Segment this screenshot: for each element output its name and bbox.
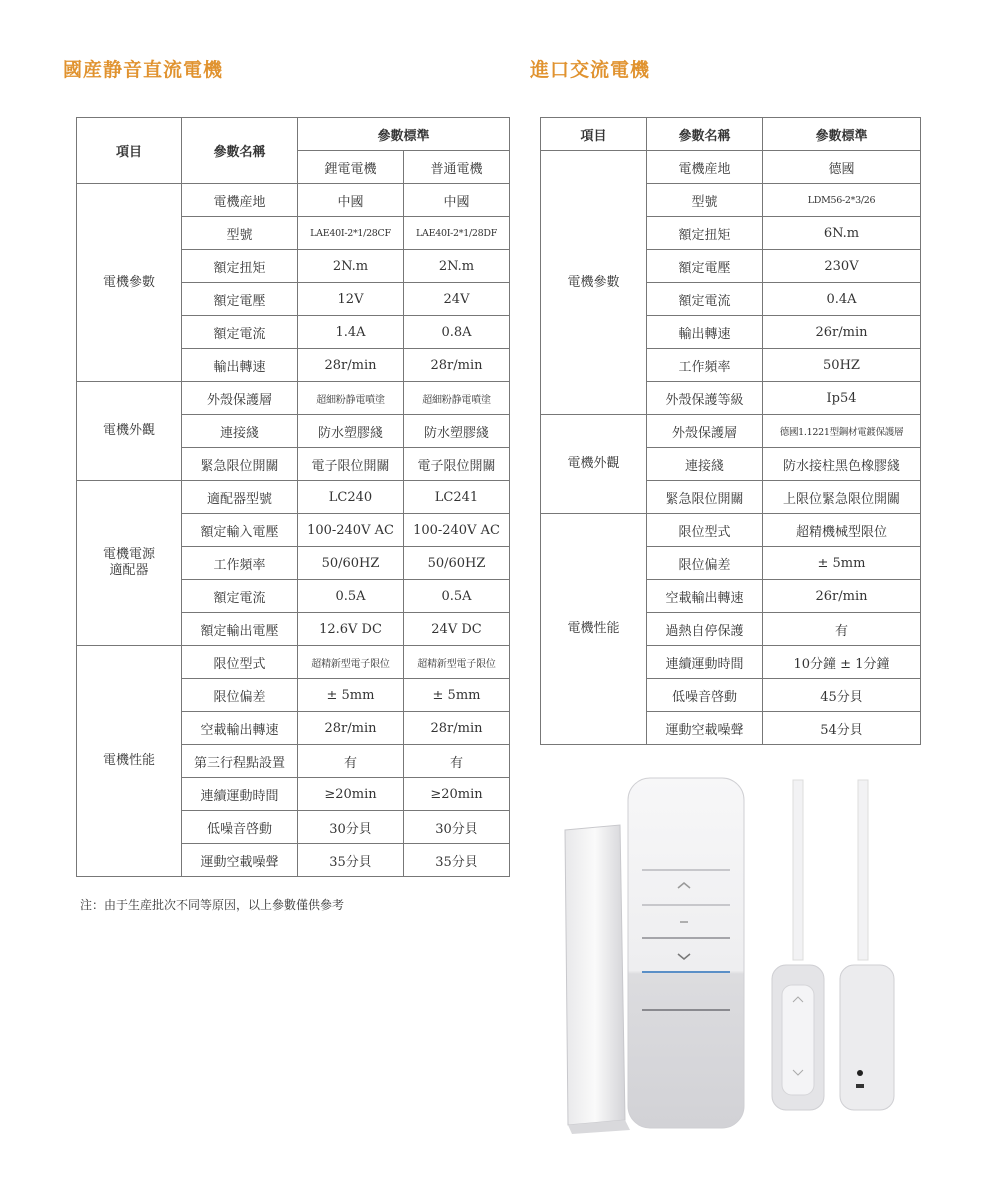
value-cell: 超精機械型限位	[763, 514, 921, 547]
group-label: 電機外觀	[541, 415, 647, 514]
group-label: 電機參數	[541, 151, 647, 415]
param-name-cell: 限位型式	[182, 646, 298, 679]
param-name-cell: 低噪音啓動	[647, 679, 763, 712]
table-row	[77, 646, 510, 679]
value-cell: 超細粉静電噴塗	[298, 382, 404, 415]
header-param: 參數名稱	[182, 118, 298, 184]
header-normal-motor: 普通電機	[404, 151, 510, 184]
param-name-cell: 限位偏差	[647, 547, 763, 580]
param-name-cell: 額定電壓	[182, 283, 298, 316]
value-cell: 26r/min	[763, 580, 921, 613]
param-name-cell: 連續運動時間	[647, 646, 763, 679]
value-cell: 50HZ	[763, 349, 921, 382]
value-cell: 100-240V AC	[404, 514, 510, 547]
group-label: 電機性能	[77, 646, 182, 877]
header-standard: 參數標準	[763, 118, 921, 151]
table-row	[541, 415, 921, 448]
table-row	[541, 514, 921, 547]
value-cell: 230V	[763, 250, 921, 283]
param-name-cell: 電機産地	[182, 184, 298, 217]
param-name-cell: 外殼保護層	[647, 415, 763, 448]
value-cell: 50/60HZ	[404, 547, 510, 580]
group-label: 電機電源 適配器	[77, 481, 182, 646]
param-name-cell: 輸出轉速	[182, 349, 298, 382]
right-title: 進口交流電機	[530, 59, 651, 81]
param-name-cell: 額定輸出電壓	[182, 613, 298, 646]
param-name-cell: 過熱自停保護	[647, 613, 763, 646]
value-cell: 上限位緊急限位開關	[763, 481, 921, 514]
table-row	[77, 184, 510, 217]
table-row	[77, 481, 510, 514]
value-cell: 10分鐘 ± 1分鐘	[763, 646, 921, 679]
group-label: 電機外觀	[77, 382, 182, 481]
value-cell: 2N.m	[298, 250, 404, 283]
value-cell: ± 5mm	[298, 679, 404, 712]
value-cell: 30分貝	[404, 811, 510, 844]
header-standard: 參數標準	[298, 118, 510, 151]
value-cell: 0.8A	[404, 316, 510, 349]
value-cell: Ip54	[763, 382, 921, 415]
param-name-cell: 空載輸出轉速	[647, 580, 763, 613]
param-name-cell: 運動空載噪聲	[182, 844, 298, 877]
value-cell: 超細粉静電噴塗	[404, 382, 510, 415]
value-cell: 中國	[298, 184, 404, 217]
param-name-cell: 空載輸出轉速	[182, 712, 298, 745]
table-row	[541, 151, 921, 184]
value-cell: ≥20min	[298, 778, 404, 811]
param-name-cell: 額定電壓	[647, 250, 763, 283]
value-cell: 2N.m	[404, 250, 510, 283]
value-cell: ± 5mm	[404, 679, 510, 712]
value-cell: 28r/min	[298, 712, 404, 745]
param-name-cell: 額定電流	[182, 316, 298, 349]
param-name-cell: 額定電流	[647, 283, 763, 316]
value-cell: 26r/min	[763, 316, 921, 349]
param-name-cell: 額定電流	[182, 580, 298, 613]
value-cell: 超精新型電子限位	[298, 646, 404, 679]
value-cell: ≥20min	[404, 778, 510, 811]
param-name-cell: 輸出轉速	[647, 316, 763, 349]
param-name-cell: 電機産地	[647, 151, 763, 184]
left-title: 國産静音直流電機	[63, 59, 224, 81]
value-cell: 德國1.1221型鋼材電鍍保護層	[763, 415, 921, 448]
param-name-cell: 限位型式	[647, 514, 763, 547]
value-cell: 防水接柱黑色橡膠綫	[763, 448, 921, 481]
group-label: 電機參數	[77, 184, 182, 382]
value-cell: 54分貝	[763, 712, 921, 745]
value-cell: LC241	[404, 481, 510, 514]
domestic-dc-motor-spec-table	[76, 117, 510, 877]
param-name-cell: 連續運動時間	[182, 778, 298, 811]
value-cell: 防水塑膠綫	[298, 415, 404, 448]
header-param: 參數名稱	[647, 118, 763, 151]
param-name-cell: 外殼保護等級	[647, 382, 763, 415]
value-cell: LAE40I-2*1/28DF	[404, 217, 510, 250]
value-cell: 6N.m	[763, 217, 921, 250]
value-cell: 35分貝	[404, 844, 510, 877]
param-name-cell: 連接綫	[647, 448, 763, 481]
value-cell: 有	[298, 745, 404, 778]
table-row	[77, 382, 510, 415]
value-cell: ± 5mm	[763, 547, 921, 580]
value-cell: 24V DC	[404, 613, 510, 646]
param-name-cell: 工作頻率	[647, 349, 763, 382]
param-name-cell: 額定扭矩	[647, 217, 763, 250]
imported-ac-motor-spec-table	[540, 117, 921, 745]
param-name-cell: 適配器型號	[182, 481, 298, 514]
value-cell: 100-240V AC	[298, 514, 404, 547]
param-name-cell: 第三行程點設置	[182, 745, 298, 778]
value-cell: 28r/min	[298, 349, 404, 382]
remote-control-and-switch-product-photo	[560, 770, 940, 1179]
value-cell: 35分貝	[298, 844, 404, 877]
footnote: 注：由于生産批次不同等原因，以上參數僅供參考	[80, 898, 345, 912]
value-cell: 防水塑膠綫	[404, 415, 510, 448]
value-cell: LC240	[298, 481, 404, 514]
value-cell: 45分貝	[763, 679, 921, 712]
param-name-cell: 額定輸入電壓	[182, 514, 298, 547]
value-cell: 有	[763, 613, 921, 646]
value-cell: 電子限位開關	[298, 448, 404, 481]
value-cell: 有	[404, 745, 510, 778]
value-cell: 0.5A	[298, 580, 404, 613]
param-name-cell: 額定扭矩	[182, 250, 298, 283]
value-cell: 24V	[404, 283, 510, 316]
value-cell: 1.4A	[298, 316, 404, 349]
value-cell: LDM56-2*3/26	[763, 184, 921, 217]
param-name-cell: 緊急限位開關	[647, 481, 763, 514]
param-name-cell: 緊急限位開關	[182, 448, 298, 481]
param-name-cell: 運動空載噪聲	[647, 712, 763, 745]
param-name-cell: 低噪音啓動	[182, 811, 298, 844]
header-item: 項目	[541, 118, 647, 151]
value-cell: LAE40I-2*1/28CF	[298, 217, 404, 250]
param-name-cell: 型號	[182, 217, 298, 250]
value-cell: 12V	[298, 283, 404, 316]
param-name-cell: 外殼保護層	[182, 382, 298, 415]
value-cell: 電子限位開關	[404, 448, 510, 481]
value-cell: 0.5A	[404, 580, 510, 613]
value-cell: 超精新型電子限位	[404, 646, 510, 679]
value-cell: 12.6V DC	[298, 613, 404, 646]
value-cell: 中國	[404, 184, 510, 217]
header-lithium-motor: 鋰電電機	[298, 151, 404, 184]
value-cell: 30分貝	[298, 811, 404, 844]
value-cell: 50/60HZ	[298, 547, 404, 580]
param-name-cell: 工作頻率	[182, 547, 298, 580]
value-cell: 0.4A	[763, 283, 921, 316]
param-name-cell: 限位偏差	[182, 679, 298, 712]
group-label: 電機性能	[541, 514, 647, 745]
value-cell: 德國	[763, 151, 921, 184]
param-name-cell: 型號	[647, 184, 763, 217]
value-cell: 28r/min	[404, 349, 510, 382]
param-name-cell: 連接綫	[182, 415, 298, 448]
value-cell: 28r/min	[404, 712, 510, 745]
header-item: 項目	[77, 118, 182, 184]
